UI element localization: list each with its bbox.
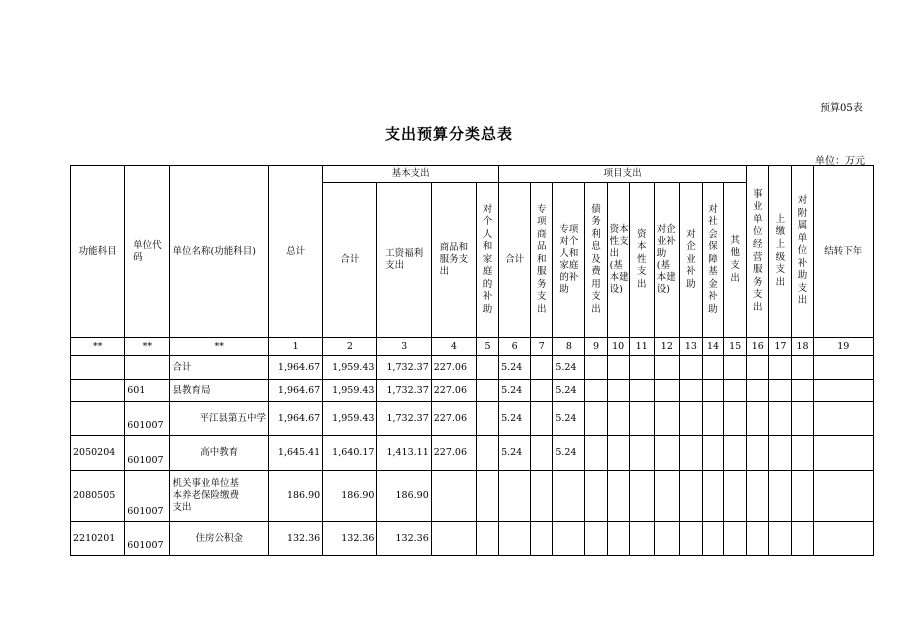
cell-empty: [747, 522, 769, 556]
cell-basic-total: 1,640.17: [323, 436, 377, 471]
cell-func: 2050204: [71, 436, 125, 471]
cell-basic-total: 1,959.43: [323, 356, 377, 380]
cell-empty: [724, 356, 747, 380]
index-cell: **: [125, 338, 170, 356]
index-row: [71, 338, 874, 356]
cell-empty: [531, 471, 553, 522]
cell-proj-personal: 5.24: [553, 356, 585, 380]
cell-empty: [654, 356, 679, 380]
cell-empty: [531, 402, 553, 436]
cell-name: 合计: [170, 356, 268, 380]
cell-empty: [585, 380, 607, 402]
unit-label: 单位：万元: [815, 156, 865, 167]
cell-basic-total: 132.36: [323, 522, 377, 556]
index-cell: 18: [792, 338, 813, 356]
cell-proj-total: 5.24: [499, 402, 531, 436]
cell-empty: [747, 356, 769, 380]
cell-basic-total: 1,959.43: [323, 402, 377, 436]
cell-code: 601007: [125, 436, 170, 471]
header-project: 项目支出: [499, 166, 747, 183]
cell-empty: [724, 436, 747, 471]
index-cell: 16: [747, 338, 769, 356]
cell-empty: [654, 436, 679, 471]
cell-empty: [607, 471, 629, 522]
cell-func: 2080505: [71, 471, 125, 522]
cell-empty: [654, 471, 679, 522]
cell-total: 1,964.67: [268, 402, 322, 436]
cell-empty: [585, 436, 607, 471]
header-basic: 基本支出: [323, 166, 499, 183]
cell-empty: [585, 356, 607, 380]
cell-empty: [679, 522, 702, 556]
header-basic-total: 合计: [323, 183, 377, 338]
cell-empty: [629, 436, 654, 471]
cell-goods: 227.06: [431, 380, 476, 402]
cell-empty: [747, 436, 769, 471]
index-cell: 9: [585, 338, 607, 356]
form-number: 预算05表: [820, 103, 863, 114]
index-cell: 13: [679, 338, 702, 356]
cell-salary: 1,732.37: [377, 380, 431, 402]
cell-empty: [476, 436, 498, 471]
cell-empty: [607, 356, 629, 380]
index-cell: 6: [499, 338, 531, 356]
cell-empty: [813, 380, 873, 402]
cell-goods: 227.06: [431, 356, 476, 380]
cell-proj-personal: 5.24: [553, 436, 585, 471]
index-cell: **: [71, 338, 125, 356]
cell-empty: [607, 380, 629, 402]
header-code: 单位代码: [125, 166, 170, 338]
cell-proj-personal: [553, 522, 585, 556]
cell-empty: [813, 522, 873, 556]
index-cell: 10: [607, 338, 629, 356]
cell-empty: [813, 356, 873, 380]
table-row: [71, 402, 874, 436]
index-cell: 3: [377, 338, 431, 356]
cell-empty: [724, 402, 747, 436]
cell-total: 186.90: [268, 471, 322, 522]
cell-proj-personal: 5.24: [553, 402, 585, 436]
cell-goods: [431, 471, 476, 522]
header-personal: 对个人和家庭的补助: [476, 183, 498, 338]
cell-empty: [703, 380, 724, 402]
cell-empty: [679, 380, 702, 402]
cell-code: 601007: [125, 522, 170, 556]
table-row: [71, 356, 874, 380]
cell-name: 机关事业单位基本养老保险缴费支出: [170, 471, 268, 522]
cell-empty: [813, 471, 873, 522]
cell-basic-total: 186.90: [323, 471, 377, 522]
cell-empty: [679, 436, 702, 471]
cell-goods: 227.06: [431, 402, 476, 436]
cell-empty: [747, 471, 769, 522]
cell-func: 2210201: [71, 522, 125, 556]
cell-empty: [792, 402, 813, 436]
cell-empty: [724, 522, 747, 556]
cell-empty: [747, 380, 769, 402]
cell-empty: [476, 356, 498, 380]
cell-empty: [679, 356, 702, 380]
header-ent-sub-basic: 对企业补助(基本建设): [654, 183, 679, 338]
index-cell: 17: [769, 338, 792, 356]
index-cell: 1: [268, 338, 322, 356]
index-cell: 5: [476, 338, 498, 356]
cell-empty: [769, 380, 792, 402]
cell-empty: [813, 436, 873, 471]
cell-empty: [769, 402, 792, 436]
index-cell: 11: [629, 338, 654, 356]
page-title: 支出预算分类总表: [384, 125, 513, 143]
cell-code: 601007: [125, 402, 170, 436]
cell-empty: [724, 380, 747, 402]
cell-empty: [654, 522, 679, 556]
cell-name: 县教育局: [170, 380, 268, 402]
cell-empty: [703, 471, 724, 522]
budget-table: [70, 165, 874, 556]
index-cell: 15: [724, 338, 747, 356]
cell-salary: 132.36: [377, 522, 431, 556]
cell-empty: [792, 471, 813, 522]
cell-empty: [476, 402, 498, 436]
cell-salary: 1,413.11: [377, 436, 431, 471]
cell-empty: [476, 522, 498, 556]
cell-empty: [476, 380, 498, 402]
cell-empty: [607, 436, 629, 471]
header-name: 单位名称(功能科目): [170, 166, 268, 338]
cell-empty: [703, 356, 724, 380]
cell-empty: [531, 380, 553, 402]
index-cell: 12: [654, 338, 679, 356]
cell-total: 1,964.67: [268, 356, 322, 380]
cell-empty: [792, 522, 813, 556]
cell-proj-personal: [553, 471, 585, 522]
cell-empty: [585, 471, 607, 522]
cell-total: 1,645.41: [268, 436, 322, 471]
cell-func: [71, 402, 125, 436]
cell-salary: 1,732.37: [377, 402, 431, 436]
cell-empty: [792, 436, 813, 471]
cell-empty: [679, 402, 702, 436]
table-row: [71, 380, 874, 402]
cell-empty: [654, 380, 679, 402]
header-proj-goods: 专项商品和服务支出: [531, 183, 553, 338]
header-capital-basic: 资本性支出(基本建设): [607, 183, 629, 338]
header-debt: 债务利息及费用支出: [585, 183, 607, 338]
cell-empty: [769, 436, 792, 471]
cell-func: [71, 380, 125, 402]
index-cell: 14: [703, 338, 724, 356]
cell-func: [71, 356, 125, 380]
cell-empty: [769, 356, 792, 380]
table-row: [71, 436, 874, 471]
header-other: 其他支出: [724, 183, 747, 338]
cell-empty: [679, 471, 702, 522]
cell-proj-total: [499, 522, 531, 556]
cell-empty: [607, 402, 629, 436]
header-social: 对社会保障基金补助: [703, 183, 724, 338]
header-row-1: [71, 166, 874, 183]
index-cell: **: [170, 338, 268, 356]
cell-empty: [629, 522, 654, 556]
cell-empty: [629, 402, 654, 436]
header-salary: 工资福利支出: [377, 183, 431, 338]
header-func: 功能科目: [71, 166, 125, 338]
cell-proj-total: [499, 471, 531, 522]
cell-empty: [792, 380, 813, 402]
cell-basic-total: 1,959.43: [323, 380, 377, 402]
cell-name: 平江县第五中学: [170, 402, 268, 436]
header-proj-personal: 专项对个人和家庭的补助: [553, 183, 585, 338]
cell-total: 1,964.67: [268, 380, 322, 402]
cell-empty: [531, 436, 553, 471]
cell-empty: [585, 402, 607, 436]
cell-empty: [769, 471, 792, 522]
header-upper: 上缴上级支出: [769, 166, 792, 338]
cell-empty: [703, 402, 724, 436]
cell-empty: [629, 471, 654, 522]
cell-proj-total: 5.24: [499, 436, 531, 471]
cell-empty: [747, 402, 769, 436]
cell-code: 601007: [125, 471, 170, 522]
cell-empty: [703, 522, 724, 556]
cell-empty: [476, 471, 498, 522]
cell-empty: [769, 522, 792, 556]
header-proj-total: 合计: [499, 183, 531, 338]
cell-empty: [585, 522, 607, 556]
cell-empty: [629, 380, 654, 402]
header-affil: 对附属单位补助支出: [792, 166, 813, 338]
index-cell: 8: [553, 338, 585, 356]
cell-proj-total: 5.24: [499, 356, 531, 380]
cell-name: 高中教育: [170, 436, 268, 471]
index-cell: 2: [323, 338, 377, 356]
header-ent-sub: 对企业补助: [679, 183, 702, 338]
cell-empty: [813, 402, 873, 436]
cell-goods: 227.06: [431, 436, 476, 471]
cell-proj-personal: 5.24: [553, 380, 585, 402]
header-capital: 资本性支出: [629, 183, 654, 338]
index-cell: 7: [531, 338, 553, 356]
cell-empty: [531, 522, 553, 556]
cell-salary: 186.90: [377, 471, 431, 522]
cell-empty: [654, 402, 679, 436]
cell-empty: [607, 522, 629, 556]
cell-proj-total: 5.24: [499, 380, 531, 402]
header-biz: 事业单位经营服务支出: [747, 166, 769, 338]
header-total: 总计: [268, 166, 322, 338]
cell-empty: [531, 356, 553, 380]
table-row: [71, 522, 874, 556]
cell-empty: [724, 471, 747, 522]
cell-code: 601: [125, 380, 170, 402]
cell-empty: [629, 356, 654, 380]
cell-code: [125, 356, 170, 380]
header-goods: 商品和服务支出: [431, 183, 476, 338]
cell-salary: 1,732.37: [377, 356, 431, 380]
cell-name: 住房公积金: [170, 522, 268, 556]
header-carry: 结转下年: [813, 166, 873, 338]
cell-total: 132.36: [268, 522, 322, 556]
index-cell: 4: [431, 338, 476, 356]
index-cell: 19: [813, 338, 873, 356]
cell-goods: [431, 522, 476, 556]
cell-empty: [792, 356, 813, 380]
cell-empty: [703, 436, 724, 471]
table-row: [71, 471, 874, 522]
